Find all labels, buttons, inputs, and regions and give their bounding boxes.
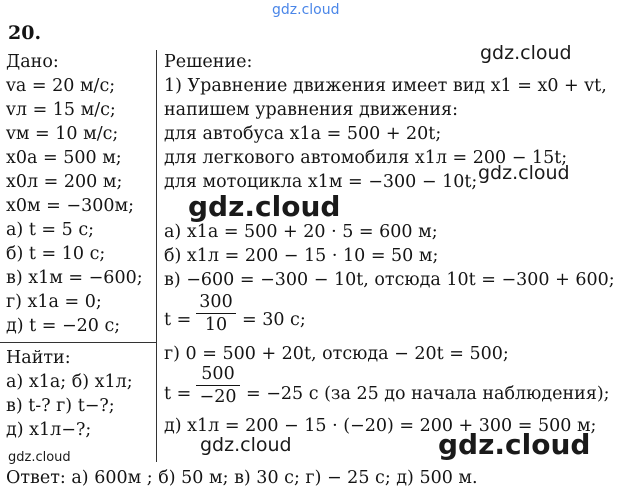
- fraction2: [196, 364, 240, 407]
- given-title: Дано:: [6, 52, 59, 72]
- given-item: x0л = 200 м;: [6, 172, 123, 192]
- find-item: а) x1а; б) x1л;: [6, 372, 133, 392]
- fraction2-numerator: 500: [201, 364, 235, 384]
- solution-line: б) x1л = 200 − 15 · 10 = 50 м;: [164, 246, 439, 266]
- solution-line: д) x1л = 200 − 15 · (−20) = 200 + 300 = 500 м;: [164, 416, 597, 436]
- solution-line: 1) Уравнение движения имеет вид x1 = x0 + vt,: [164, 76, 607, 96]
- watermark: gdz.cloud: [438, 428, 591, 461]
- find-list: [6, 370, 133, 442]
- given-item: в) x1м = −600;: [6, 268, 143, 288]
- fraction1-denominator: 10: [204, 315, 228, 335]
- fraction1-lhs: t =: [164, 310, 192, 330]
- given-item: x0а = 500 м;: [6, 148, 122, 168]
- given-item: vа = 20 м/с;: [6, 76, 116, 96]
- given-item: а) t = 5 с;: [6, 220, 95, 240]
- fraction1: [196, 292, 236, 335]
- fraction1-numerator: 300: [199, 292, 233, 312]
- fraction2-bar: [196, 385, 240, 386]
- vertical-separator: [156, 50, 157, 462]
- watermark: gdz.cloud: [480, 42, 572, 64]
- answer: Ответ: а) 600м ; б) 50 м; в) 30 с; г) − 25 с; д) 500 м.: [6, 468, 478, 488]
- fraction2-lhs: t =: [164, 384, 192, 404]
- fraction1-rhs: = 30 с;: [242, 310, 306, 330]
- solution-line: для автобуса x1а = 500 + 20t;: [164, 124, 442, 144]
- given-list: [6, 74, 143, 338]
- solution-line: для мотоцикла x1м = −300 − 10t;: [164, 172, 478, 192]
- find-item: в) t-? г) t−?;: [6, 396, 115, 416]
- solution-line: г) 0 = 500 + 20t, отсюда − 20t = 500;: [164, 344, 509, 364]
- solution-line: напишем уравнения движения:: [164, 100, 458, 120]
- problem-number: 20.: [8, 22, 42, 44]
- watermark: gdz.cloud: [188, 190, 341, 223]
- fraction2-rhs: = −25 с (за 25 до начала наблюдения);: [246, 384, 610, 404]
- find-item: д) x1л−?;: [6, 420, 92, 440]
- watermark-top: gdz.cloud: [272, 2, 340, 18]
- watermark: gdz.cloud: [200, 434, 292, 456]
- solution-title: Решение:: [164, 52, 253, 72]
- solution-line: для легкового автомобиля x1л = 200 − 15t;: [164, 148, 568, 168]
- solution-line: в) −600 = −300 − 10t, отсюда 10t = −300 + 600;: [164, 270, 615, 290]
- given-item: б) t = 10 с;: [6, 244, 106, 264]
- given-item: vл = 15 м/с;: [6, 100, 116, 120]
- given-item: x0м = −300м;: [6, 196, 134, 216]
- find-title: Найти:: [6, 348, 71, 368]
- fraction2-denominator: −20: [199, 387, 237, 407]
- solution-lines-2: [164, 220, 615, 292]
- given-item: д) t = −20 с;: [6, 316, 121, 336]
- given-item: г) x1а = 0;: [6, 292, 102, 312]
- solution-line: а) x1а = 500 + 20 · 5 = 600 м;: [164, 222, 438, 242]
- fraction1-bar: [196, 313, 236, 314]
- watermark: gdz.cloud: [478, 162, 570, 184]
- horizontal-separator: [0, 342, 156, 343]
- given-item: vм = 10 м/с;: [6, 124, 119, 144]
- watermark: gdz.cloud: [8, 450, 71, 465]
